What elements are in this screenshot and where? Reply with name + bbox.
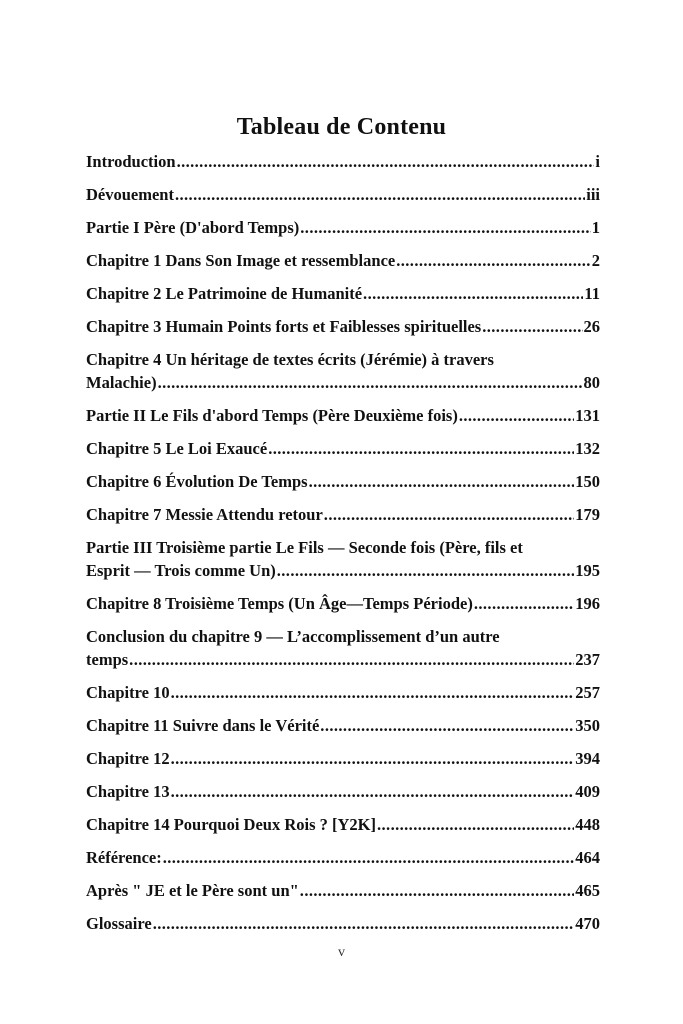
toc-row — [86, 714, 600, 737]
toc-entry — [86, 592, 600, 615]
toc-row — [86, 404, 600, 427]
toc-row — [86, 216, 600, 239]
dot-leader — [129, 648, 574, 671]
toc-entry — [86, 536, 600, 582]
toc-entry-title: Après " JE et le Père sont un" — [86, 881, 299, 900]
toc-entry-title: temps — [86, 650, 129, 669]
dot-leader — [175, 183, 585, 206]
toc-entry — [86, 879, 600, 902]
dot-leader — [396, 249, 591, 272]
toc-page-number: 464 — [575, 848, 600, 867]
toc-page-number: 409 — [575, 782, 600, 801]
toc-page-number: 465 — [575, 881, 600, 900]
toc-entry — [86, 282, 600, 305]
toc-entry — [86, 437, 600, 460]
dot-leader — [171, 681, 575, 704]
toc-entry — [86, 780, 600, 803]
toc-row — [86, 249, 600, 272]
toc-entry — [86, 249, 600, 272]
dot-leader — [163, 846, 575, 869]
toc-row — [86, 592, 600, 615]
toc-row — [86, 183, 600, 206]
toc-entry — [86, 714, 600, 737]
toc-entry-title: Chapitre 1 Dans Son Image et ressemblance — [86, 251, 396, 270]
toc-entry-title: Chapitre 10 — [86, 683, 170, 702]
dot-leader — [377, 813, 574, 836]
toc-page-number: 448 — [575, 815, 600, 834]
dot-leader — [300, 216, 590, 239]
toc-page-number: 179 — [575, 505, 600, 524]
toc-entry — [86, 183, 600, 206]
toc-entry — [86, 912, 600, 935]
toc-row — [86, 470, 600, 493]
toc-page-number: 257 — [575, 683, 600, 702]
dot-leader — [277, 559, 575, 582]
toc-row — [86, 813, 600, 836]
toc-row — [86, 879, 600, 902]
toc-row — [86, 371, 600, 394]
toc-entry-title: Chapitre 5 Le Loi Exaucé — [86, 439, 268, 458]
dot-leader — [320, 714, 574, 737]
toc-page-number: 470 — [575, 914, 600, 933]
toc-entry-title: Chapitre 14 Pourquoi Deux Rois ? [Y2K] — [86, 815, 376, 834]
toc-entry — [86, 150, 600, 173]
toc-entry — [86, 315, 600, 338]
toc-entry — [86, 216, 600, 239]
toc-entry — [86, 747, 600, 770]
toc-page-number: 237 — [575, 650, 600, 669]
toc-row — [86, 503, 600, 526]
toc-entry-title-line: Conclusion du chapitre 9 — L’accomplissement d’un autre — [86, 627, 500, 646]
dot-leader — [300, 879, 574, 902]
toc-row — [86, 780, 600, 803]
toc-row — [86, 846, 600, 869]
table-of-contents — [86, 150, 600, 945]
toc-page-number: 150 — [575, 472, 600, 491]
dot-leader — [363, 282, 583, 305]
dot-leader — [153, 912, 575, 935]
toc-entry-title: Dévouement — [86, 185, 174, 204]
toc-row — [86, 315, 600, 338]
toc-page-number: 1 — [591, 218, 600, 237]
toc-row — [86, 648, 600, 671]
dot-leader — [177, 150, 595, 173]
toc-entry-title: Chapitre 3 Humain Points forts et Faiblesses spirituelles — [86, 317, 482, 336]
toc-row — [86, 747, 600, 770]
toc-row — [86, 912, 600, 935]
toc-row — [86, 437, 600, 460]
toc-entry-title: Partie II Le Fils d'abord Temps (Père Deuxième fois) — [86, 406, 458, 425]
toc-entry-title: Partie I Père (D'abord Temps) — [86, 218, 300, 237]
toc-entry-title: Chapitre 13 — [86, 782, 170, 801]
toc-entry — [86, 503, 600, 526]
toc-page-number: 26 — [583, 317, 600, 336]
page-number-footer: v — [338, 945, 345, 960]
page-title: Tableau de Contenu — [236, 114, 447, 140]
toc-page-number: 80 — [583, 373, 600, 392]
toc-page-number: 11 — [584, 284, 600, 303]
toc-entry — [86, 348, 600, 394]
dot-leader — [309, 470, 575, 493]
toc-entry-title: Introduction — [86, 152, 176, 171]
dot-leader — [482, 315, 582, 338]
toc-entry — [86, 681, 600, 704]
toc-entry-title: Chapitre 12 — [86, 749, 170, 768]
dot-leader — [171, 780, 575, 803]
toc-entry-title: Malachie) — [86, 373, 157, 392]
toc-entry-title: Chapitre 8 Troisième Temps (Un Âge—Temps Période) — [86, 594, 473, 613]
toc-page-number: 132 — [575, 439, 600, 458]
dot-leader — [474, 592, 574, 615]
toc-row — [86, 681, 600, 704]
toc-entry-title: Chapitre 11 Suivre dans le Vérité — [86, 716, 320, 735]
toc-entry-title: Chapitre 2 Le Patrimoine de Humanité — [86, 284, 363, 303]
dot-leader — [171, 747, 575, 770]
toc-page-number: i — [595, 152, 600, 171]
toc-page-number: 2 — [591, 251, 600, 270]
toc-entry-title: Esprit — Trois comme Un) — [86, 561, 276, 580]
toc-page-number: 195 — [575, 561, 600, 580]
toc-entry-title: Chapitre 7 Messie Attendu retour — [86, 505, 323, 524]
toc-page-number: iii — [586, 185, 600, 204]
toc-entry — [86, 846, 600, 869]
toc-entry-title-line: Chapitre 4 Un héritage de textes écrits (Jérémie) à travers — [86, 350, 494, 369]
toc-row — [86, 282, 600, 305]
toc-row — [86, 150, 600, 173]
toc-entry — [86, 404, 600, 427]
dot-leader — [324, 503, 574, 526]
toc-entry-title-line: Partie III Troisième partie Le Fils — Seconde fois (Père, fils et — [86, 538, 523, 557]
dot-leader — [459, 404, 574, 427]
toc-entry — [86, 470, 600, 493]
dot-leader — [268, 437, 574, 460]
toc-entry-title: Glossaire — [86, 914, 152, 933]
toc-page-number: 196 — [575, 594, 600, 613]
toc-page-number: 394 — [575, 749, 600, 768]
toc-entry — [86, 813, 600, 836]
toc-entry-title: Référence: — [86, 848, 162, 867]
toc-row — [86, 559, 600, 582]
toc-entry-title: Chapitre 6 Évolution De Temps — [86, 472, 308, 491]
toc-page-number: 131 — [575, 406, 600, 425]
toc-entry — [86, 625, 600, 671]
dot-leader — [158, 371, 583, 394]
toc-page-number: 350 — [575, 716, 600, 735]
